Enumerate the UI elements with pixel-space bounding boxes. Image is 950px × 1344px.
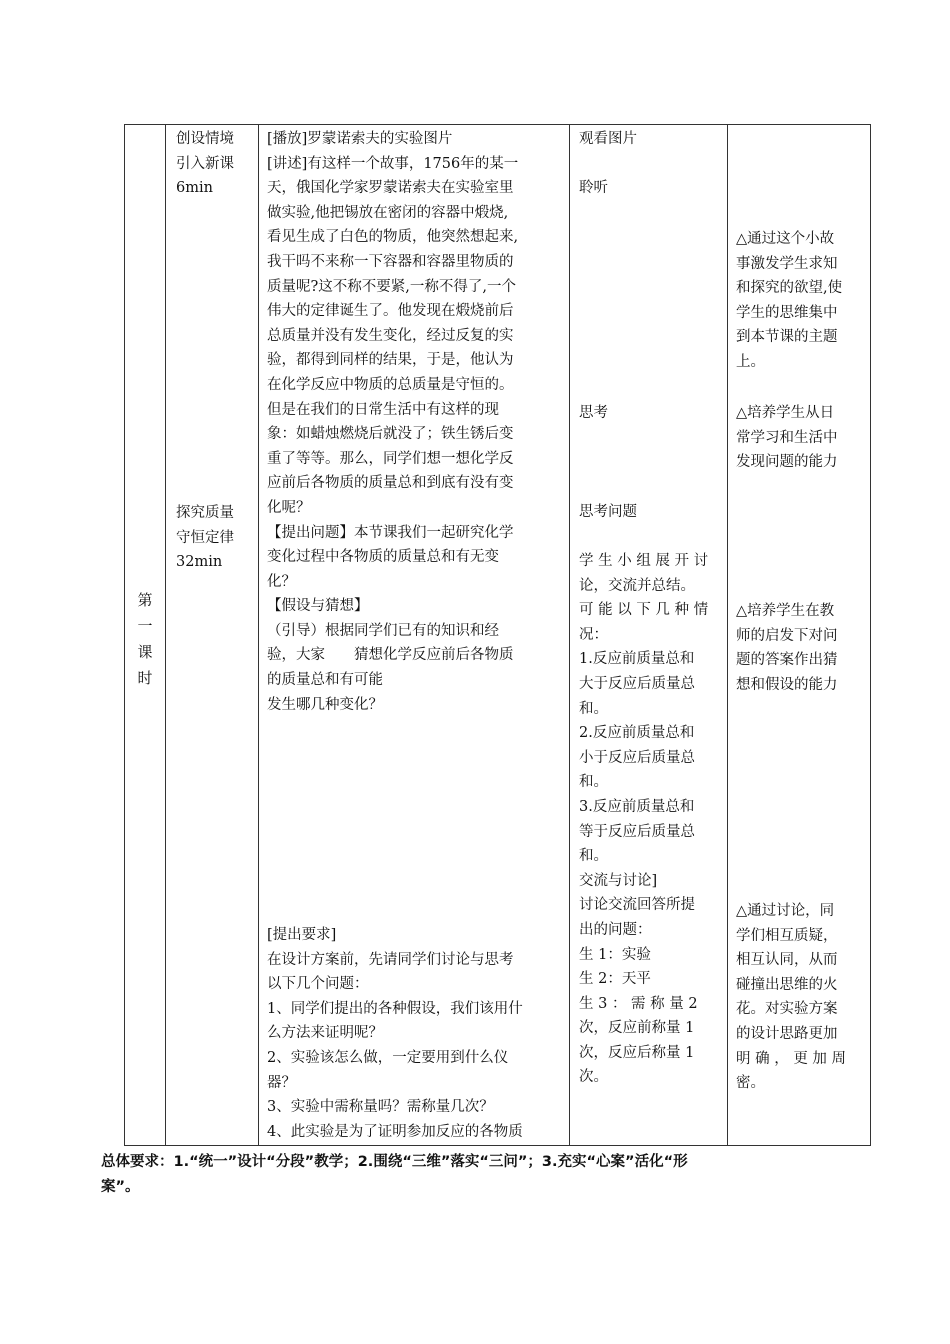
intent-line: 密。: [736, 1075, 765, 1092]
intent-line: 到本节课的主题: [736, 329, 838, 346]
teacher-line: 发生哪几种变化？: [267, 696, 383, 713]
teacher-line: 4、此实验是为了证明参加反应的各物质: [267, 1123, 523, 1140]
student-line: 1.反应前质量总和: [579, 651, 695, 668]
overall-requirements: [101, 1150, 861, 1200]
phase-intro: [176, 127, 256, 201]
intent-line: 师的启发下对问: [736, 627, 838, 644]
phase-line: 创设情境: [176, 131, 234, 147]
period-char: 课: [137, 643, 153, 661]
teacher-line: 总质量并没有发生变化，经过反复的实: [267, 327, 514, 344]
teacher-line: 化呢？: [267, 499, 311, 516]
teacher-line: 象：如蜡烛燃烧后就没了；铁生锈后变: [267, 426, 514, 443]
intent-line: △通过这个小故: [736, 231, 835, 247]
design-intent-b: [736, 401, 870, 475]
column-divider: [258, 125, 259, 1145]
teacher-activity-intro: [267, 127, 565, 717]
teacher-line: 3、实验中需称量吗？需称量几次？: [267, 1099, 494, 1116]
teacher-line: 化？: [267, 573, 296, 590]
student-activity-a: [579, 127, 725, 152]
phase-line: 32min: [176, 554, 223, 571]
intent-line: 花。对实验方案: [736, 1001, 838, 1018]
period-char: 第: [137, 591, 153, 609]
design-intent-c: [736, 599, 870, 697]
intent-line: 事激发学生求知: [736, 255, 838, 272]
student-line: 观看图片: [579, 131, 637, 147]
teacher-line: [讲述]有这样一个故事，1756年的某一: [267, 155, 519, 172]
teacher-line: 天，俄国化学家罗蒙诺索夫在实验室里: [267, 180, 514, 197]
teacher-line: 伟大的定律诞生了。他发现在煅烧前后: [267, 303, 514, 320]
teacher-line: （引导）根据同学们已有的知识和经: [267, 622, 499, 639]
student-line: 思考: [579, 405, 608, 421]
intent-line: 碰撞出思维的火: [736, 976, 838, 993]
student-line: 聆听: [579, 180, 608, 196]
intent-line: △培养学生从日: [736, 405, 835, 421]
student-activity-e: [579, 549, 725, 1090]
phase-line: 6min: [176, 180, 213, 197]
teacher-line: 但是在我们的日常生活中有这样的现: [267, 401, 499, 418]
footer-line: 案”。: [101, 1179, 140, 1195]
student-line: 和。: [579, 700, 608, 717]
student-line: 和。: [579, 848, 608, 865]
teacher-line: 么方法来证明呢？: [267, 1025, 383, 1042]
student-activity-b: [579, 176, 725, 201]
intent-line: △通过讨论，同: [736, 903, 835, 919]
teacher-line: 以下几个问题：: [267, 976, 369, 993]
teacher-line: 验，大家 猜想化学反应前后各物质: [267, 647, 514, 664]
design-intent-a: [736, 227, 870, 375]
intent-line: △培养学生在教: [736, 603, 835, 619]
teacher-line: 1、同学们提出的各种假设，我们该用什: [267, 1000, 523, 1017]
student-line: 等于反应后质量总: [579, 823, 695, 840]
teacher-line: 2、实验该怎么做，一定要用到什么仪: [267, 1049, 509, 1066]
intent-line: 和探究的欲望,使: [736, 280, 843, 297]
intent-line: 想和假设的能力: [736, 676, 838, 693]
student-line: 大于反应后质量总: [579, 675, 695, 692]
student-line: 论，交流并总结。: [579, 577, 695, 594]
intent-line: 相互认同，从而: [736, 952, 838, 969]
student-line: 次。: [579, 1069, 608, 1086]
intent-line: 学生的思维集中: [736, 304, 838, 321]
column-divider: [727, 125, 728, 1145]
teacher-line: 质量呢?这不称不要紧,一称不得了,一个: [267, 278, 516, 295]
period-char: 一: [137, 617, 153, 635]
teacher-line: 【假设与猜想】: [267, 598, 369, 615]
student-activity-d: [579, 500, 725, 525]
phase-line: 探究质量: [176, 505, 234, 521]
teacher-line: 应前后各物质的质量总和到底有没有变: [267, 475, 514, 492]
intent-line: 明 确 ， 更 加 周: [736, 1050, 847, 1067]
teacher-line: 在化学反应中物质的总质量是守恒的。: [267, 376, 514, 393]
intent-line: 发现问题的能力: [736, 454, 838, 471]
teacher-line: [播放]罗蒙诺索夫的实验图片: [267, 131, 453, 147]
student-line: 思考问题: [579, 504, 637, 520]
column-divider: [165, 125, 166, 1145]
intent-line: 学们相互质疑，: [736, 927, 838, 944]
teacher-line: 在设计方案前，先请同学们讨论与思考: [267, 951, 514, 968]
student-line: 交流与讨论]: [579, 872, 658, 889]
teacher-line: 看见生成了白色的物质，他突然想起来,: [267, 229, 519, 246]
student-line: 3.反应前质量总和: [579, 798, 695, 815]
student-line: 可 能 以 下 几 种 情: [579, 602, 709, 619]
student-line: 生 3 ： 需 称 量 2: [579, 995, 698, 1012]
student-line: 学 生 小 组 展 开 讨: [579, 553, 709, 569]
student-line: 生 1：实验: [579, 946, 651, 963]
student-line: 和。: [579, 774, 608, 791]
teacher-activity-requirements: [267, 923, 565, 1144]
intent-line: 上。: [736, 353, 765, 370]
student-line: 次，反应前称量 1: [579, 1020, 695, 1037]
phase-line: 守恒定律: [176, 529, 234, 546]
teacher-line: 重了等等。那么，同学们想一想化学反: [267, 450, 514, 467]
student-activity-c: [579, 401, 725, 426]
phase-explore: [176, 501, 256, 575]
teacher-line: 的质量总和有可能: [267, 672, 383, 689]
teacher-line: 【提出问题】本节课我们一起研究化学: [267, 524, 514, 541]
student-line: 出的问题：: [579, 921, 652, 938]
teacher-line: [提出要求]: [267, 927, 337, 943]
design-intent-d: [736, 899, 870, 1096]
intent-line: 常学习和生活中: [736, 429, 838, 446]
student-line: 生 2：天平: [579, 971, 651, 988]
student-line: 次，反应后称量 1: [579, 1044, 695, 1061]
lesson-plan-table: [124, 124, 871, 1146]
intent-line: 的设计思路更加: [736, 1025, 838, 1042]
period-label: [125, 587, 165, 691]
teacher-line: 我干吗不来称一下容器和容器里物质的: [267, 253, 514, 270]
period-char: 时: [137, 669, 153, 687]
teacher-line: 验，都得到同样的结果，于是，他认为: [267, 352, 514, 369]
teacher-line: 器？: [267, 1074, 296, 1091]
student-line: 况：: [579, 626, 608, 643]
student-line: 2.反应前质量总和: [579, 725, 695, 742]
intent-line: 题的答案作出猜: [736, 652, 838, 669]
column-divider: [569, 125, 570, 1145]
teacher-line: 变化过程中各物质的质量总和有无变: [267, 549, 499, 566]
phase-line: 引入新课: [176, 155, 234, 172]
student-line: 讨论交流回答所提: [579, 897, 695, 914]
teacher-line: 做实验,他把锡放在密闭的容器中煅烧,: [267, 204, 509, 221]
footer-line: 总体要求：1.“统一”设计“分段”教学；2.围绕“三维”落实“三问”；3.充实“心案”活化“形: [101, 1154, 688, 1170]
student-line: 小于反应后质量总: [579, 749, 695, 766]
